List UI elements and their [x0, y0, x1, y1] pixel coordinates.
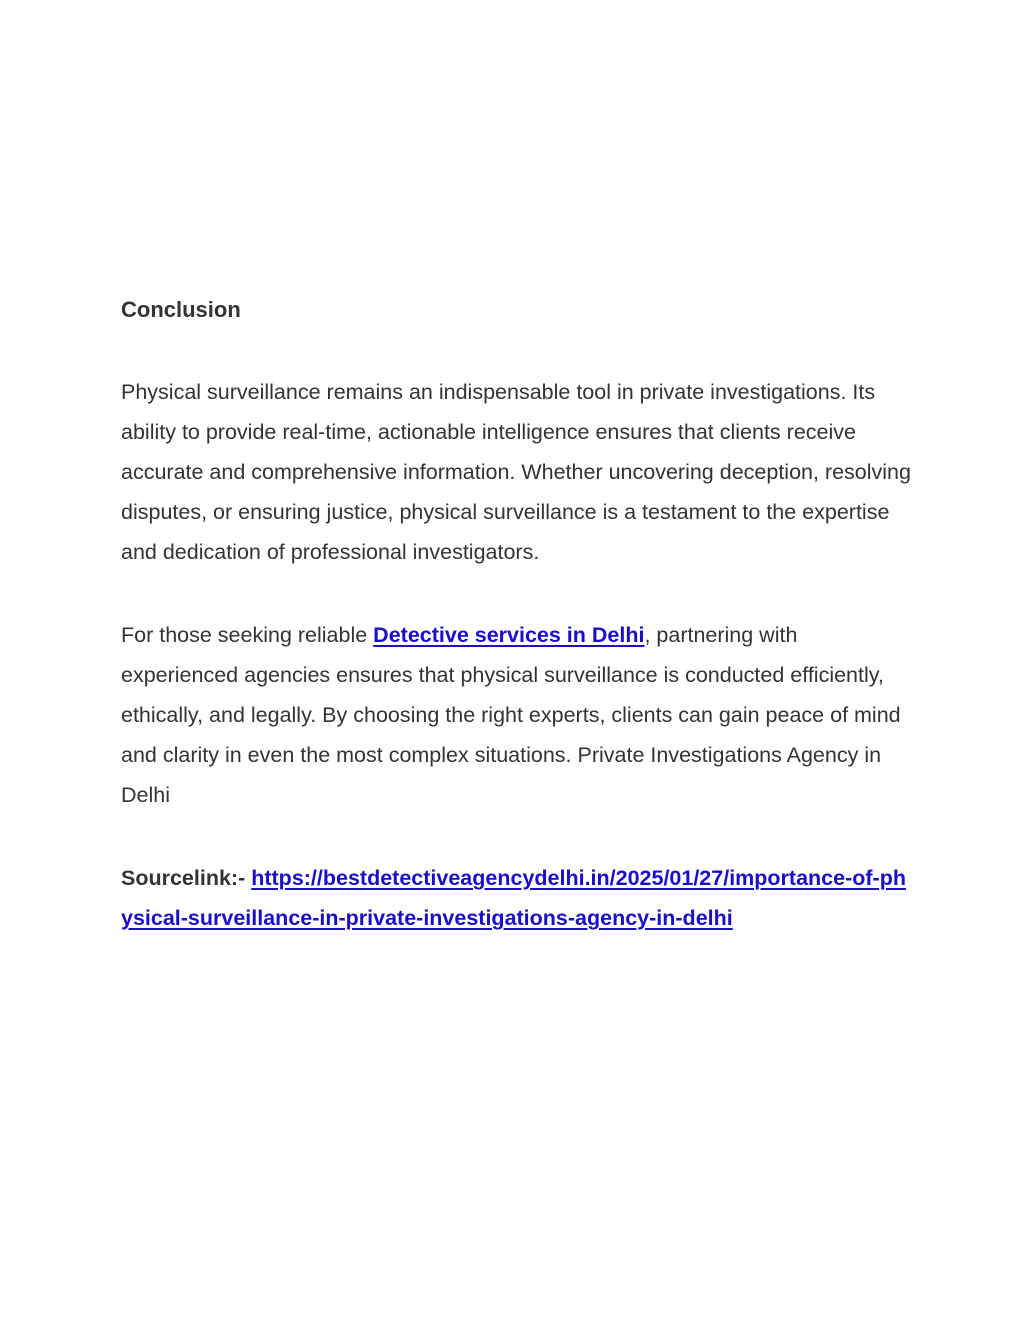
document-page	[121, 290, 911, 938]
services-text-before-link: For those seeking reliable	[121, 623, 374, 647]
source-url-link[interactable]: https://bestdetectiveagencydelhi.in/2025/01/27/importance-of-physical-surveillance-in-private-investigations-agency-in-delhi	[121, 866, 906, 930]
services-paragraph	[121, 615, 911, 815]
source-line	[121, 858, 911, 938]
source-label: Sourcelink:-	[121, 866, 246, 890]
services-text-after-link: , partnering with experienced agencies ensures that physical surveillance is conducted efficiently, ethically, and legally. By choosing the right experts, clients can gain peace of mind and clarity in even the most complex situations. Private Investigations Agency in Delhi	[121, 623, 901, 807]
section-heading: Conclusion	[121, 297, 241, 322]
conclusion-paragraph: Physical surveillance remains an indispensable tool in private investigations. Its ability to provide real-time, actionable intelligence ensures that clients receive accurate and comprehensive information. Whether uncovering deception, resolving disputes, or ensuring justice, physical surveillance is a testament to the expertise and dedication of professional investigators.	[121, 380, 911, 564]
detective-services-link[interactable]: Detective services in Delhi	[373, 623, 645, 647]
